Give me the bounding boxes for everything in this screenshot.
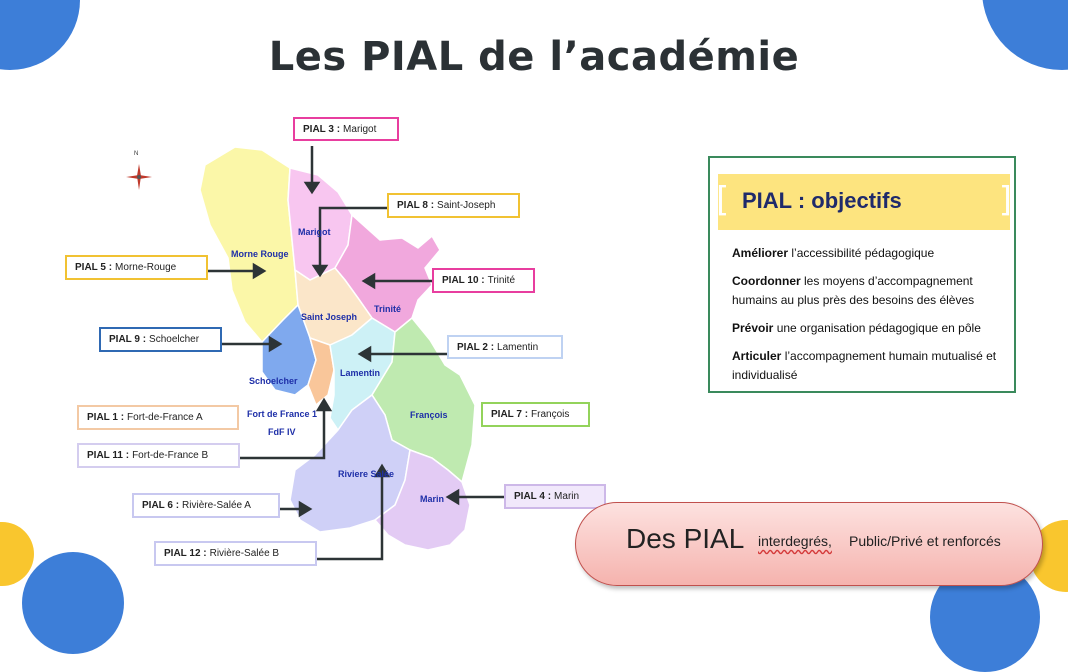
- pial-3-name: Marigot: [343, 123, 377, 135]
- pial-6-label: [132, 493, 280, 518]
- right-bracket-icon: ]: [998, 180, 1012, 220]
- objective-text: l’accompagnement humain mutualisé et individualisé: [732, 349, 997, 382]
- pial-types-banner: [575, 502, 1043, 586]
- objective-verb: Articuler: [732, 349, 782, 363]
- banner-main-text: Des PIAL: [626, 523, 745, 554]
- objective-verb: Améliorer: [732, 246, 789, 260]
- objective-verb: Prévoir: [732, 321, 774, 335]
- pial-1-label: [77, 405, 239, 430]
- pial-2-label: [447, 335, 563, 359]
- pial-4-label: [504, 484, 606, 509]
- objective-text: les moyens d’accompagnement humains au plus près des besoins des élèves: [732, 274, 975, 307]
- pial-3-number: PIAL 3 :: [303, 123, 341, 135]
- objective-item: [732, 244, 1008, 263]
- objectives-panel: [708, 156, 1016, 393]
- region-label-marigot: Marigot: [298, 227, 331, 237]
- pial-11-label: [77, 443, 240, 468]
- pial-6-number: PIAL 6 :: [142, 500, 180, 511]
- pial-9-number: PIAL 9 :: [109, 334, 147, 345]
- pial-5-number: PIAL 5 :: [75, 262, 113, 273]
- pial-10-label: [432, 268, 535, 293]
- objectives-list: [732, 244, 1008, 394]
- pial-4-name: Marin: [554, 491, 580, 502]
- region-label-fdf-iv: FdF IV: [268, 427, 296, 437]
- pial-1-name: Fort-de-France A: [127, 412, 203, 423]
- pial-10-name: Trinité: [487, 275, 516, 286]
- objectives-header: [718, 174, 1010, 230]
- pial-12-label: [154, 541, 317, 566]
- region-label-fort-de-france-1: Fort de France 1: [247, 409, 318, 419]
- region-label-francois: François: [410, 410, 448, 420]
- pial-2-number: PIAL 2 :: [457, 341, 495, 353]
- pial-1-number: PIAL 1 :: [87, 412, 125, 423]
- pial-7-number: PIAL 7 :: [491, 409, 529, 420]
- region-morne-rouge: [200, 147, 298, 342]
- pial-5-label: [65, 255, 208, 280]
- objective-item: [732, 319, 1008, 338]
- objective-verb: Coordonner: [732, 274, 801, 288]
- left-bracket-icon: [: [716, 180, 730, 220]
- compass-rose-icon: [126, 164, 152, 190]
- region-label-trinite: Trinité: [374, 304, 402, 314]
- objectives-title: PIAL : objectifs: [742, 188, 902, 213]
- objective-text: l’accessibilité pédagogique: [788, 246, 935, 260]
- region-label-morne-rouge: Morne Rouge: [231, 249, 289, 259]
- banner-public-prive-text: Public/Privé et renforcés: [849, 533, 1001, 549]
- region-label-saint-joseph: Saint Joseph: [301, 312, 358, 322]
- pial-7-label: [481, 402, 590, 427]
- region-label-schoelcher: Schoelcher: [249, 376, 298, 386]
- region-label-lamentin: Lamentin: [340, 368, 381, 378]
- pial-12-number: PIAL 12 :: [164, 548, 207, 559]
- pial-9-name: Schoelcher: [149, 334, 200, 345]
- page-title: Les PIAL de l’académie: [268, 34, 800, 80]
- pial-8-name: Saint-Joseph: [437, 200, 496, 211]
- pial-8-number: PIAL 8 :: [397, 200, 435, 211]
- pial-10-number: PIAL 10 :: [442, 275, 485, 286]
- pial-11-number: PIAL 11 :: [87, 450, 130, 461]
- pial-5-name: Morne-Rouge: [115, 262, 177, 273]
- objective-item: [732, 347, 1008, 385]
- objective-text: une organisation pédagogique en pôle: [773, 321, 981, 335]
- banner-interdegres-text: interdegrés,: [758, 533, 832, 549]
- pial-4-number: PIAL 4 :: [514, 491, 552, 502]
- pial-9-label: [99, 327, 222, 352]
- pial-6-name: Rivière-Salée A: [182, 500, 251, 511]
- compass-north-label: N: [134, 151, 139, 157]
- pial-2-name: Lamentin: [497, 341, 539, 353]
- pial-12-name: Rivière-Salée B: [209, 548, 280, 559]
- region-label-marin: Marin: [420, 494, 445, 504]
- region-label-riviere-salee: Riviere Salée: [338, 469, 395, 479]
- pial-3-label: [293, 117, 399, 141]
- pial-8-label: [387, 193, 520, 218]
- pial-11-name: Fort-de-France B: [132, 450, 209, 461]
- objective-item: [732, 272, 1008, 310]
- pial-7-name: François: [531, 409, 570, 420]
